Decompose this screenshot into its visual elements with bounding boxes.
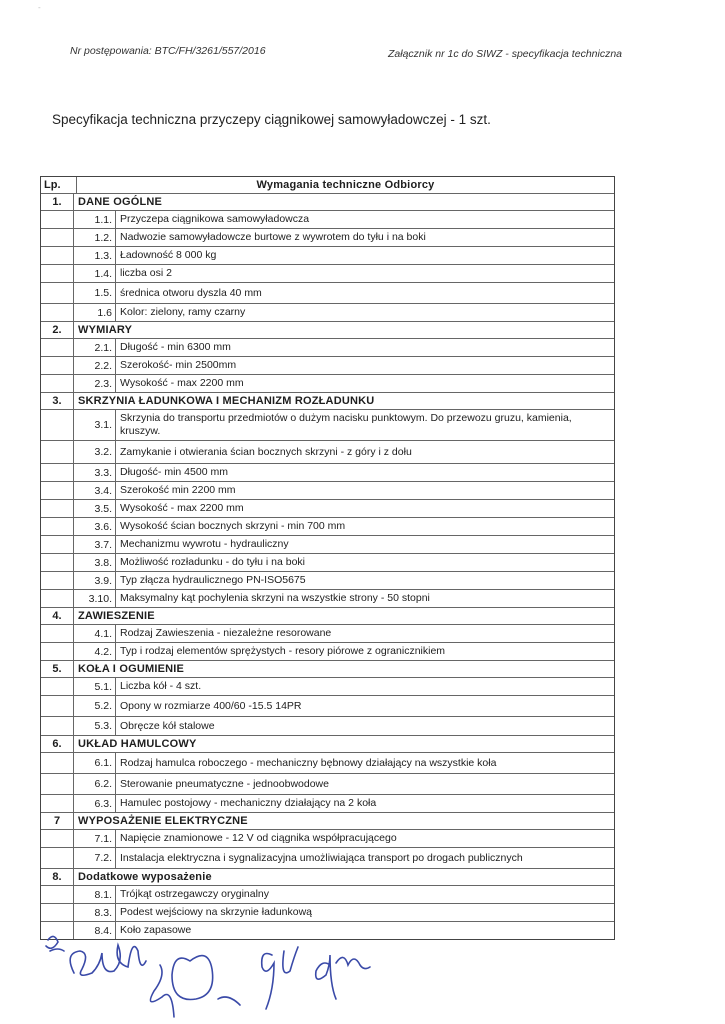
item-number: 6.2. — [74, 774, 116, 794]
blank-cell — [41, 211, 74, 228]
signature-4 — [316, 955, 370, 999]
section-title: ZAWIESZENIE — [78, 610, 155, 622]
item-text: Podest wejściowy na skrzynie ładunkową — [120, 906, 313, 918]
item-row — [41, 463, 614, 481]
blank-cell — [41, 753, 74, 773]
blank-cell — [41, 229, 74, 246]
section-title: SKRZYNIA ŁADUNKOWA I MECHANIZM ROZŁADUNKU — [78, 395, 375, 407]
item-text: Koło zapasowe — [120, 924, 192, 936]
item-text: Zamykanie i otwierania ścian bocznych skrzyni - z góry i z dołu — [120, 445, 412, 458]
col-lp-header: Lp. — [41, 177, 77, 193]
item-row — [41, 829, 614, 847]
item-text: Obręcze kół stalowe — [120, 719, 215, 732]
blank-cell — [41, 247, 74, 264]
item-text: Mechanizmu wywrotu - hydrauliczny — [120, 538, 289, 550]
item-row — [41, 374, 614, 392]
blank-cell — [41, 848, 74, 868]
item-number: 1.6 — [74, 304, 116, 321]
item-row — [41, 553, 614, 571]
item-row — [41, 752, 614, 773]
item-number: 1.1. — [74, 211, 116, 228]
item-number: 4.2. — [74, 643, 116, 660]
item-text: Długość - min 6300 mm — [120, 341, 231, 353]
blank-cell — [41, 500, 74, 517]
item-row — [41, 338, 614, 356]
section-title: WYMIARY — [78, 324, 133, 336]
item-text: Przyczepa ciągnikowa samowyładowcza — [120, 213, 310, 225]
item-number: 3.1. — [74, 410, 116, 440]
blank-cell — [41, 625, 74, 642]
section-number: 1. — [41, 194, 74, 210]
section-number: 3. — [41, 393, 74, 409]
section-row — [41, 321, 614, 338]
table-header-row — [41, 177, 614, 193]
item-number: 7.2. — [74, 848, 116, 868]
section-title: WYPOSAŻENIE ELEKTRYCZNE — [78, 815, 248, 827]
item-number: 1.3. — [74, 247, 116, 264]
item-number: 4.1. — [74, 625, 116, 642]
item-row — [41, 228, 614, 246]
section-title: KOŁA I OGUMIENIE — [78, 663, 185, 675]
item-row — [41, 903, 614, 921]
blank-cell — [41, 265, 74, 282]
item-number: 3.2. — [74, 441, 116, 463]
item-text: Kolor: zielony, ramy czarny — [120, 306, 246, 318]
section-number: 7 — [41, 813, 74, 829]
initials-mark — [46, 936, 64, 951]
section-number: 2. — [41, 322, 74, 338]
item-row — [41, 677, 614, 695]
section-number: 6. — [41, 736, 74, 752]
item-text: Instalacja elektryczna i sygnalizacyjna umożliwiająca transport po drogach publicznych — [120, 851, 523, 864]
item-text: średnica otworu dyszla 40 mm — [120, 286, 262, 299]
item-number: 5.3. — [74, 717, 116, 735]
item-text: Możliwość rozładunku - do tyłu i na boki — [120, 556, 306, 568]
item-number: 3.6. — [74, 518, 116, 535]
blank-cell — [41, 357, 74, 374]
blank-cell — [41, 590, 74, 607]
blank-cell — [41, 904, 74, 921]
col-requirements-header: Wymagania techniczne Odbiorcy — [256, 179, 435, 191]
item-text: Liczba kół - 4 szt. — [120, 680, 202, 692]
item-text: Rodzaj hamulca roboczego - mechaniczny bębnowy działający na wszystkie koła — [120, 756, 497, 769]
item-number: 8.1. — [74, 886, 116, 903]
item-text: Opony w rozmiarze 400/60 -15.5 14PR — [120, 699, 302, 712]
item-row — [41, 535, 614, 553]
item-number: 1.5. — [74, 283, 116, 303]
item-text: Wysokość - max 2200 mm — [120, 377, 244, 389]
item-number: 6.3. — [74, 795, 116, 812]
signature-2 — [172, 956, 213, 1000]
item-row — [41, 303, 614, 321]
item-number: 3.7. — [74, 536, 116, 553]
item-row — [41, 356, 614, 374]
blank-cell — [41, 643, 74, 660]
item-row — [41, 246, 614, 264]
item-number: 3.5. — [74, 500, 116, 517]
item-text: Napięcie znamionowe - 12 V od ciągnika współpracującego — [120, 832, 397, 844]
item-text: Rodzaj Zawieszenia - niezależne resorowane — [120, 627, 332, 639]
spec-table — [40, 176, 615, 940]
item-row — [41, 571, 614, 589]
blank-cell — [41, 886, 74, 903]
item-row — [41, 440, 614, 463]
item-number: 2.2. — [74, 357, 116, 374]
blank-cell — [41, 774, 74, 794]
item-number: 3.3. — [74, 464, 116, 481]
item-text: Skrzynia do transportu przedmiotów o dużym nacisku punktowym. Do przewozu gruzu, kamienia, kruszyw. — [120, 412, 572, 437]
item-row — [41, 716, 614, 735]
blank-cell — [41, 339, 74, 356]
attachment-label: Załącznik nr 1c do SIWZ - specyfikacja techniczna — [388, 48, 623, 60]
item-number: 5.2. — [74, 696, 116, 716]
blank-cell — [41, 696, 74, 716]
blank-cell — [41, 283, 74, 303]
blank-cell — [41, 441, 74, 463]
item-number: 3.4. — [74, 482, 116, 499]
item-text: Szerokość min 2200 mm — [120, 484, 236, 496]
item-number: 6.1. — [74, 753, 116, 773]
item-row — [41, 589, 614, 607]
item-text: Maksymalny kąt pochylenia skrzyni na wszystkie strony - 50 stopni — [120, 592, 430, 604]
item-number: 8.4. — [74, 922, 116, 939]
scan-mark: - — [38, 3, 41, 12]
item-text: Długość- min 4500 mm — [120, 466, 228, 478]
item-row — [41, 773, 614, 794]
item-text: Typ złącza hydraulicznego PN-ISO5675 — [120, 574, 306, 586]
blank-cell — [41, 554, 74, 571]
item-row — [41, 624, 614, 642]
item-row — [41, 499, 614, 517]
blank-cell — [41, 482, 74, 499]
section-number: 4. — [41, 608, 74, 624]
blank-cell — [41, 464, 74, 481]
item-number: 3.10. — [74, 590, 116, 607]
item-number: 3.8. — [74, 554, 116, 571]
item-number: 1.2. — [74, 229, 116, 246]
item-row — [41, 794, 614, 812]
item-row — [41, 847, 614, 868]
item-text: liczba osi 2 — [120, 267, 172, 279]
blank-cell — [41, 830, 74, 847]
item-number: 2.1. — [74, 339, 116, 356]
section-row — [41, 193, 614, 210]
item-row — [41, 282, 614, 303]
blank-cell — [41, 678, 74, 695]
signature-2-tail — [218, 997, 240, 1005]
document-title: Specyfikacja techniczna przyczepy ciągnikowej samowyładowczej - 1 szt. — [52, 112, 491, 127]
item-text: Typ i rodzaj elementów sprężystych - resory piórowe z ogranicznikiem — [120, 645, 446, 657]
item-text: Ładowność 8 000 kg — [120, 249, 217, 261]
item-number: 5.1. — [74, 678, 116, 695]
item-text: Sterowanie pneumatyczne - jednoobwodowe — [120, 777, 329, 790]
item-text: Wysokość - max 2200 mm — [120, 502, 244, 514]
item-number: 1.4. — [74, 265, 116, 282]
blank-cell — [41, 795, 74, 812]
item-row — [41, 517, 614, 535]
blank-cell — [41, 536, 74, 553]
item-number: 7.1. — [74, 830, 116, 847]
item-row — [41, 264, 614, 282]
signature-3 — [262, 947, 298, 1009]
section-row — [41, 812, 614, 829]
item-number: 3.9. — [74, 572, 116, 589]
item-row — [41, 210, 614, 228]
section-title: DANE OGÓLNE — [78, 196, 163, 208]
section-title: UKŁAD HAMULCOWY — [78, 738, 197, 750]
procurement-number: Nr postępowania: BTC/FH/3261/557/2016 — [70, 45, 266, 57]
item-text: Szerokość- min 2500mm — [120, 359, 237, 371]
item-text: Trójkąt ostrzegawczy oryginalny — [120, 888, 269, 900]
blank-cell — [41, 518, 74, 535]
section-title: Dodatkowe wyposażenie — [78, 871, 212, 883]
item-text: Wysokość ścian bocznych skrzyni - min 700 mm — [120, 520, 346, 532]
blank-cell — [41, 410, 74, 440]
signature-1 — [70, 945, 146, 975]
section-row — [41, 660, 614, 677]
item-text: Hamulec postojowy - mechaniczny działający na 2 koła — [120, 797, 377, 809]
blank-cell — [41, 304, 74, 321]
blank-cell — [41, 375, 74, 392]
item-text: Nadwozie samowyładowcze burtowe z wywrotem do tyłu i na boki — [120, 231, 426, 243]
signature-1-tail — [150, 965, 174, 1017]
item-number: 8.3. — [74, 904, 116, 921]
item-row — [41, 642, 614, 660]
blank-cell — [41, 717, 74, 735]
blank-cell — [41, 572, 74, 589]
section-number: 8. — [41, 869, 74, 885]
handwritten-signatures — [40, 925, 380, 1020]
item-number: 2.3. — [74, 375, 116, 392]
item-row — [41, 885, 614, 903]
section-row — [41, 607, 614, 624]
item-row — [41, 409, 614, 440]
section-number: 5. — [41, 661, 74, 677]
section-row — [41, 868, 614, 885]
section-row — [41, 392, 614, 409]
item-row — [41, 481, 614, 499]
section-row — [41, 735, 614, 752]
item-row — [41, 695, 614, 716]
